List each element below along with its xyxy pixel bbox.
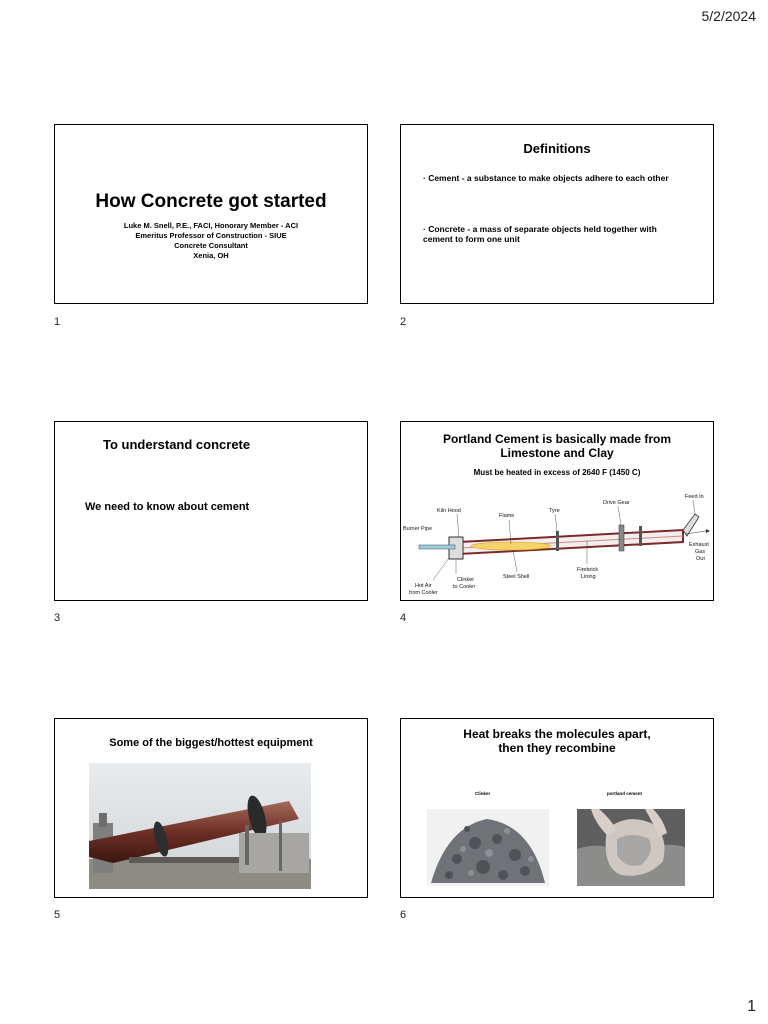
label-hot-air-2: from Cooler	[409, 590, 438, 596]
affiliation-line: Emeritus Professor of Construction - SIUE	[135, 231, 287, 240]
slide-3-title: To understand concrete	[103, 437, 251, 452]
definition-concrete: · Concrete - a mass of separate objects held together with cement to form one unit	[423, 224, 657, 244]
slide-6-title-line-2: then they recombine	[498, 741, 616, 755]
slide-4-title-line-1: Portland Cement is basically made from	[442, 432, 672, 446]
slide-5-number: 5	[54, 909, 61, 921]
label-hot-air-1: Hot Air	[415, 583, 432, 589]
slide-4-subtitle: Must be heated in excess of 2640 F (1450 C)	[473, 468, 641, 477]
label-drive-gear: Drive Gear	[603, 500, 630, 506]
slide-1-number: 1	[54, 316, 61, 328]
label-kiln-hood: Kiln Hood	[437, 508, 461, 514]
label-clinker-1: Clinker	[457, 577, 475, 583]
slide-6-title	[401, 727, 713, 755]
label-flame: Flame	[499, 513, 515, 519]
label-exhaust-2: Gas	[695, 549, 706, 555]
slide-4-title	[409, 432, 705, 460]
location-line: Xenia, OH	[193, 251, 229, 260]
page-number: 1	[747, 998, 756, 1015]
clinker-caption: Clinker	[475, 791, 491, 796]
portland-cement-photo	[577, 809, 685, 886]
slide-6	[400, 718, 714, 898]
slide-1-subtitle	[55, 221, 367, 261]
label-exhaust-3: Out	[696, 556, 705, 562]
slide-2	[400, 124, 714, 304]
slide-6-number: 6	[400, 909, 407, 921]
slide-4-title-line-2: Limestone and Clay	[500, 446, 614, 460]
label-firebrick-1: Firebrick	[577, 567, 599, 573]
role-line: Concrete Consultant	[174, 241, 248, 250]
slide-3-number: 3	[54, 612, 61, 624]
slide-3	[54, 421, 368, 601]
slide-5-title: Some of the biggest/hottest equipment	[109, 737, 313, 749]
label-steel-shell: Steel Shell	[503, 574, 530, 580]
rotary-kiln-diagram	[401, 484, 713, 600]
slide-1-title: How Concrete got started	[95, 191, 327, 212]
label-clinker-2: to Cooler	[453, 584, 476, 590]
slide-4	[400, 421, 714, 601]
slide-1	[54, 124, 368, 304]
author-line: Luke M. Snell, P.E., FACI, Honorary Member - ACI	[123, 221, 299, 230]
slide-4-number: 4	[400, 612, 407, 624]
clinker-photo	[427, 809, 549, 886]
portland-cement-caption: portland cement	[607, 791, 643, 796]
label-exhaust-1: Exhaust	[689, 542, 709, 548]
label-tyre: Tyre	[549, 508, 560, 514]
label-firebrick-2: Lining	[581, 574, 596, 580]
slide-2-title: Definitions	[523, 141, 591, 156]
label-burner-pipe: Burner Pipe	[403, 526, 433, 532]
slide-5	[54, 718, 368, 898]
slide-6-title-line-1: Heat breaks the molecules apart,	[463, 727, 651, 741]
header-date: 5/2/2024	[701, 8, 756, 24]
definition-cement: · Cement - a substance to make objects adhere to each other	[423, 173, 669, 183]
slide-3-body: We need to know about cement	[85, 501, 250, 513]
kiln-photo	[89, 763, 311, 889]
label-feed-in: Feed In	[685, 494, 704, 500]
slide-2-number: 2	[400, 316, 407, 328]
